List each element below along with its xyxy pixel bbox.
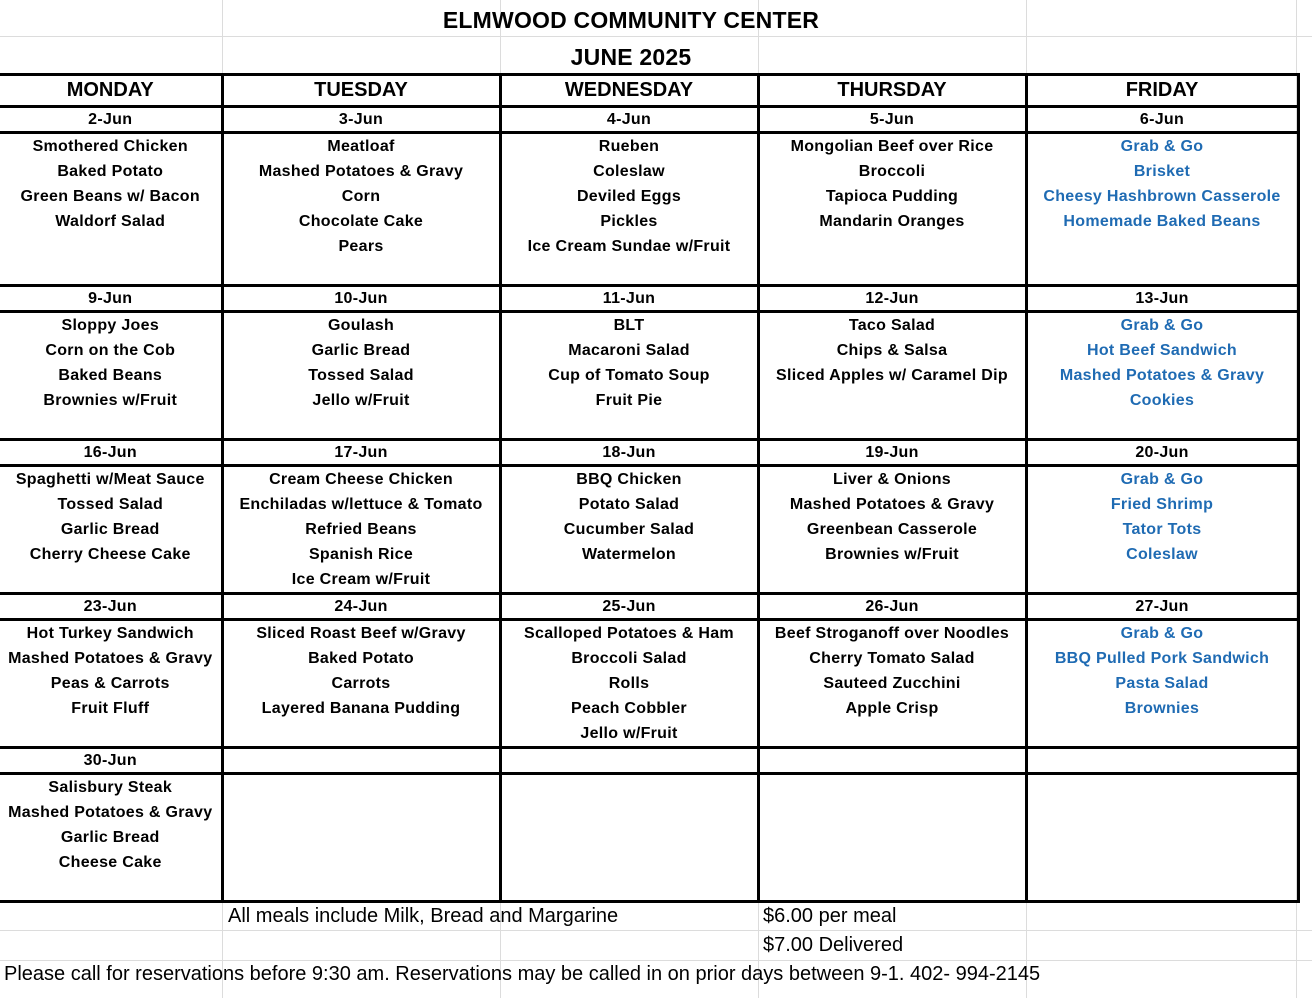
meal-item: Pears — [222, 234, 500, 259]
meal-row — [0, 875, 1298, 902]
meal-item: Peas & Carrots — [0, 671, 222, 696]
date-cell: 27-Jun — [1026, 594, 1298, 620]
meal-item: Tapioca Pudding — [758, 184, 1026, 209]
meal-item: Refried Beans — [222, 517, 500, 542]
date-cell: 25-Jun — [500, 594, 758, 620]
month-title: JUNE 2025 — [570, 44, 692, 70]
meal-item: Scalloped Potatoes & Ham — [500, 620, 758, 647]
day-header: TUESDAY — [222, 75, 500, 107]
meal-item — [758, 567, 1026, 594]
meal-item — [758, 875, 1026, 902]
meal-row — [0, 850, 1298, 875]
date-cell: 18-Jun — [500, 440, 758, 466]
date-cell — [758, 748, 1026, 774]
meal-item: Tator Tots — [1026, 517, 1298, 542]
meal-item: Coleslaw — [1026, 542, 1298, 567]
meal-item: Grab & Go — [1026, 466, 1298, 493]
meal-item — [0, 721, 222, 748]
meal-row — [0, 696, 1298, 721]
meal-item: Baked Potato — [0, 159, 222, 184]
date-cell: 9-Jun — [0, 286, 222, 312]
date-cell: 5-Jun — [758, 107, 1026, 133]
date-cell: 12-Jun — [758, 286, 1026, 312]
meal-row — [0, 388, 1298, 413]
meal-item: Mashed Potatoes & Gravy — [222, 159, 500, 184]
meal-item: Enchiladas w/lettuce & Tomato — [222, 492, 500, 517]
meal-item: Garlic Bread — [0, 517, 222, 542]
date-cell: 16-Jun — [0, 440, 222, 466]
meal-item: Peach Cobbler — [500, 696, 758, 721]
menu-calendar — [0, 73, 1300, 903]
meal-item: Liver & Onions — [758, 466, 1026, 493]
meal-item — [500, 825, 758, 850]
date-cell: 23-Jun — [0, 594, 222, 620]
meal-row — [0, 234, 1298, 259]
meal-row — [0, 466, 1298, 493]
meal-item: Sauteed Zucchini — [758, 671, 1026, 696]
meal-item: Hot Turkey Sandwich — [0, 620, 222, 647]
meal-row — [0, 133, 1298, 160]
meal-item — [758, 234, 1026, 259]
meal-item — [758, 825, 1026, 850]
meal-item: Mashed Potatoes & Gravy — [1026, 363, 1298, 388]
day-header: THURSDAY — [758, 75, 1026, 107]
meal-item — [1026, 875, 1298, 902]
meal-item: Cookies — [1026, 388, 1298, 413]
meal-item: Fruit Fluff — [0, 696, 222, 721]
meal-item: Corn — [222, 184, 500, 209]
meal-row — [0, 259, 1298, 286]
price-delivered: $7.00 Delivered — [763, 934, 904, 956]
meal-item: Cherry Tomato Salad — [758, 646, 1026, 671]
meal-item: BBQ Chicken — [500, 466, 758, 493]
date-cell: 4-Jun — [500, 107, 758, 133]
meal-item — [1026, 774, 1298, 801]
date-cell: 26-Jun — [758, 594, 1026, 620]
meal-item: Cream Cheese Chicken — [222, 466, 500, 493]
day-header: MONDAY — [0, 75, 222, 107]
meal-item: Corn on the Cob — [0, 338, 222, 363]
meal-item: Brownies w/Fruit — [758, 542, 1026, 567]
meal-item — [1026, 800, 1298, 825]
meal-item — [222, 875, 500, 902]
meal-item: Rueben — [500, 133, 758, 160]
meal-item: Broccoli Salad — [500, 646, 758, 671]
meal-item — [222, 800, 500, 825]
meal-item — [222, 259, 500, 286]
meal-item: Ice Cream Sundae w/Fruit — [500, 234, 758, 259]
meal-item — [500, 567, 758, 594]
meal-item: Sloppy Joes — [0, 312, 222, 339]
meal-item — [758, 721, 1026, 748]
meal-item: Pasta Salad — [1026, 671, 1298, 696]
meal-item: Hot Beef Sandwich — [1026, 338, 1298, 363]
meal-row — [0, 774, 1298, 801]
date-cell: 6-Jun — [1026, 107, 1298, 133]
date-row — [0, 107, 1298, 133]
meal-row — [0, 338, 1298, 363]
meal-item: Salisbury Steak — [0, 774, 222, 801]
center-name: ELMWOOD COMMUNITY CENTER — [442, 7, 820, 33]
meal-item: Watermelon — [500, 542, 758, 567]
meal-item: Macaroni Salad — [500, 338, 758, 363]
meal-item: Cheese Cake — [0, 850, 222, 875]
meal-item: Taco Salad — [758, 312, 1026, 339]
meal-item: Meatloaf — [222, 133, 500, 160]
date-row — [0, 440, 1298, 466]
meal-item: Spanish Rice — [222, 542, 500, 567]
reservation-note: Please call for reservations before 9:30 am. Reservations may be called in on prior days between 9-1. 402- 994-2145 — [4, 963, 1041, 985]
date-cell: 3-Jun — [222, 107, 500, 133]
date-cell — [500, 748, 758, 774]
meal-item: Grab & Go — [1026, 133, 1298, 160]
meal-item: Cheesy Hashbrown Casserole — [1026, 184, 1298, 209]
meal-row — [0, 363, 1298, 388]
meal-item: Apple Crisp — [758, 696, 1026, 721]
meal-item: Cucumber Salad — [500, 517, 758, 542]
meal-item: Goulash — [222, 312, 500, 339]
meal-item — [222, 721, 500, 748]
meal-item: Grab & Go — [1026, 620, 1298, 647]
meal-row — [0, 567, 1298, 594]
day-header-row — [0, 75, 1298, 107]
meal-row — [0, 800, 1298, 825]
meal-item: Greenbean Casserole — [758, 517, 1026, 542]
meal-item — [1026, 721, 1298, 748]
gridline — [0, 960, 1312, 961]
meal-item — [758, 413, 1026, 440]
date-cell: 20-Jun — [1026, 440, 1298, 466]
meal-item — [758, 259, 1026, 286]
meal-item: Chips & Salsa — [758, 338, 1026, 363]
meal-row — [0, 312, 1298, 339]
meal-item: Layered Banana Pudding — [222, 696, 500, 721]
meal-item — [222, 825, 500, 850]
date-row — [0, 594, 1298, 620]
meal-item: Cherry Cheese Cake — [0, 542, 222, 567]
meal-item: Mashed Potatoes & Gravy — [0, 800, 222, 825]
date-cell: 10-Jun — [222, 286, 500, 312]
meal-item: Homemade Baked Beans — [1026, 209, 1298, 234]
meal-item: Spaghetti w/Meat Sauce — [0, 466, 222, 493]
meal-item — [500, 774, 758, 801]
date-cell: 19-Jun — [758, 440, 1026, 466]
date-cell — [222, 748, 500, 774]
meal-item — [500, 850, 758, 875]
date-cell: 11-Jun — [500, 286, 758, 312]
meal-item: Fruit Pie — [500, 388, 758, 413]
meal-item: Baked Beans — [0, 363, 222, 388]
meal-item: Brownies w/Fruit — [0, 388, 222, 413]
day-header: FRIDAY — [1026, 75, 1298, 107]
meal-item: Mashed Potatoes & Gravy — [758, 492, 1026, 517]
date-row — [0, 748, 1298, 774]
meal-item: Garlic Bread — [0, 825, 222, 850]
meal-item: Mandarin Oranges — [758, 209, 1026, 234]
meal-item: Broccoli — [758, 159, 1026, 184]
meal-item — [222, 850, 500, 875]
meal-item — [0, 567, 222, 594]
meal-item: Tossed Salad — [222, 363, 500, 388]
meal-row — [0, 620, 1298, 647]
meal-item: Green Beans w/ Bacon — [0, 184, 222, 209]
meal-item — [222, 413, 500, 440]
date-cell: 17-Jun — [222, 440, 500, 466]
meal-item — [500, 413, 758, 440]
meal-item: Sliced Apples w/ Caramel Dip — [758, 363, 1026, 388]
meal-row — [0, 413, 1298, 440]
meal-item: Mashed Potatoes & Gravy — [0, 646, 222, 671]
gridline — [0, 36, 1312, 37]
meal-item — [1026, 259, 1298, 286]
meal-row — [0, 721, 1298, 748]
date-cell: 13-Jun — [1026, 286, 1298, 312]
meal-item: Chocolate Cake — [222, 209, 500, 234]
date-cell — [1026, 748, 1298, 774]
meal-row — [0, 542, 1298, 567]
meal-item — [1026, 850, 1298, 875]
meal-row — [0, 825, 1298, 850]
meal-row — [0, 517, 1298, 542]
meal-item: Garlic Bread — [222, 338, 500, 363]
meal-item — [758, 850, 1026, 875]
meal-item: Mongolian Beef over Rice — [758, 133, 1026, 160]
meal-item: Fried Shrimp — [1026, 492, 1298, 517]
date-cell: 24-Jun — [222, 594, 500, 620]
meal-item: Sliced Roast Beef w/Gravy — [222, 620, 500, 647]
meal-item — [758, 774, 1026, 801]
meal-item: Ice Cream w/Fruit — [222, 567, 500, 594]
meal-item — [0, 875, 222, 902]
date-row — [0, 286, 1298, 312]
meal-item: Brownies — [1026, 696, 1298, 721]
meal-item: Waldorf Salad — [0, 209, 222, 234]
meal-item: Deviled Eggs — [500, 184, 758, 209]
meal-item — [0, 259, 222, 286]
meals-include-note: All meals include Milk, Bread and Margarine — [228, 905, 619, 927]
meal-item — [0, 234, 222, 259]
meal-row — [0, 492, 1298, 517]
day-header: WEDNESDAY — [500, 75, 758, 107]
meal-item: Brisket — [1026, 159, 1298, 184]
meal-item: Rolls — [500, 671, 758, 696]
meal-item — [758, 800, 1026, 825]
meal-item: Cup of Tomato Soup — [500, 363, 758, 388]
gridline — [0, 930, 1312, 931]
meal-item: Pickles — [500, 209, 758, 234]
meal-item: Tossed Salad — [0, 492, 222, 517]
meal-row — [0, 159, 1298, 184]
price-per-meal: $6.00 per meal — [763, 905, 897, 927]
meal-item — [1026, 413, 1298, 440]
meal-item: BBQ Pulled Pork Sandwich — [1026, 646, 1298, 671]
meal-row — [0, 209, 1298, 234]
meal-item — [1026, 567, 1298, 594]
meal-item — [1026, 825, 1298, 850]
meal-item — [500, 875, 758, 902]
meal-item: Grab & Go — [1026, 312, 1298, 339]
date-cell: 2-Jun — [0, 107, 222, 133]
meal-item — [500, 259, 758, 286]
meal-row — [0, 646, 1298, 671]
meal-item: Jello w/Fruit — [222, 388, 500, 413]
meal-item — [500, 800, 758, 825]
meal-item: Beef Stroganoff over Noodles — [758, 620, 1026, 647]
meal-item — [0, 413, 222, 440]
meal-item: Coleslaw — [500, 159, 758, 184]
date-cell: 30-Jun — [0, 748, 222, 774]
meal-item: Jello w/Fruit — [500, 721, 758, 748]
meal-item: Smothered Chicken — [0, 133, 222, 160]
meal-item: Baked Potato — [222, 646, 500, 671]
meal-item: Carrots — [222, 671, 500, 696]
meal-row — [0, 184, 1298, 209]
meal-item — [758, 388, 1026, 413]
meal-item: Potato Salad — [500, 492, 758, 517]
meal-row — [0, 671, 1298, 696]
meal-item — [1026, 234, 1298, 259]
meal-item — [222, 774, 500, 801]
meal-item: BLT — [500, 312, 758, 339]
